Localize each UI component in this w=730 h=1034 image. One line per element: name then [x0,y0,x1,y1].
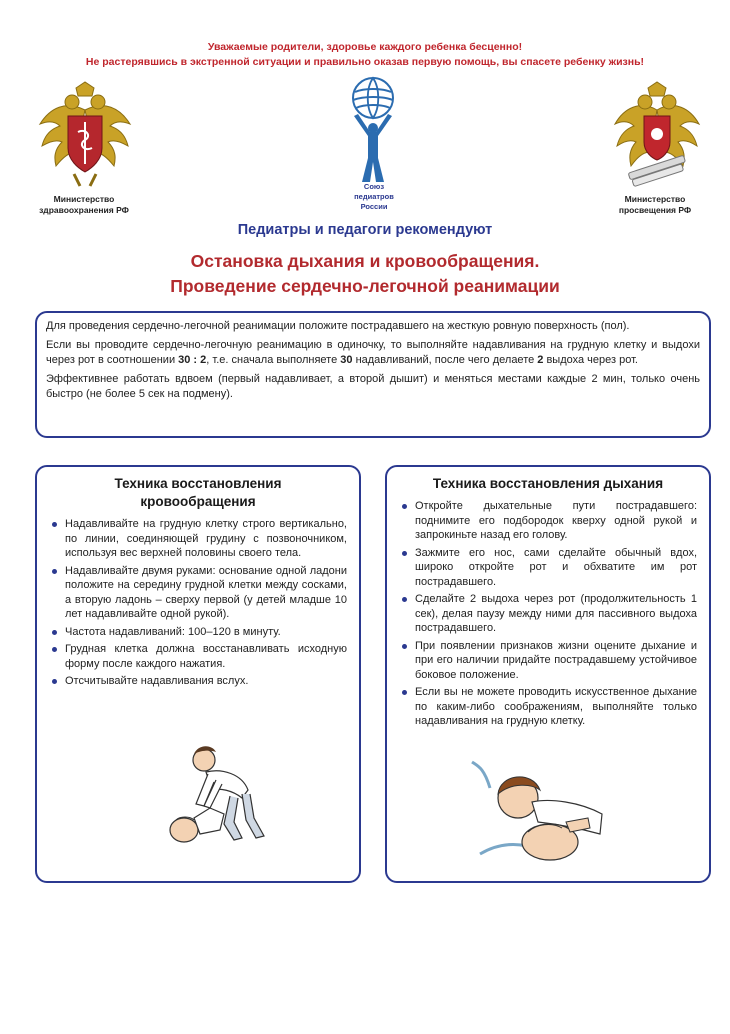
intro-p2-mid: , т.е. сначала выполняете [206,354,341,366]
circulation-list [37,517,359,689]
intro-paragraph-1: Для проведения сердечно-легочной реанимации положите пострадавшего на жесткую ровную поверхность (пол). [46,320,630,332]
union-line3: России [360,202,388,211]
ministry-education-line1: Министерство [624,194,686,204]
ministry-health-label [26,194,142,216]
circulation-title [45,475,351,511]
ministry-health-line2: здравоохранения РФ [39,205,129,215]
circulation-title-line2: кровообращения [140,494,256,509]
list-item: Если вы не можете проводить искусственное дыхание по каким-либо соображениям, выполняйте только надавливания на грудную клетку. [401,685,697,729]
list-item: Надавливайте на грудную клетку строго вертикально, по линии, соединяющей грудину с позвоночником, используя вес верхней половины своего тела. [51,517,347,561]
intro-p2-start: Если вы проводите сердечно-легочную реанимацию в одиночку, то выполняйте надавливания на грудную клетку и выдохи через рот в соотношении [46,339,700,366]
list-item: Надавливайте двумя руками: основание одной ладони положите на середину грудной клетки между сосками, а вторую ладонь – сверху первой (у детей младше 10 лет надавливайте одной рукой). [51,564,347,622]
intro-breaths-count: 2 [537,354,544,366]
intro-paragraph-3: Эффективнее работать вдвоем (первый надавливает, а второй дышит) и меняться местами каждые 2 мин, только очень быстро (не более 5 сек на подмену). [46,373,700,400]
list-item: Сделайте 2 выдоха через рот (продолжительность 1 сек), делая паузу между ними для пассивного выдоха пострадавшего. [401,592,697,636]
intro-ratio: 30 : 2 [178,354,207,366]
breathing-title: Техника восстановления дыхания [432,476,664,491]
list-item: Зажмите его нос, сами сделайте обычный вдох, широко откройте рот и обхватите им рот пострадавшего. [401,546,697,590]
union-pediatricians-label [334,182,414,212]
ministry-health-line1: Министерство [53,194,115,204]
main-title-line1: Остановка дыхания и кровообращения. [190,251,540,271]
ministry-education-emblem-icon [612,80,702,188]
union-line2: педиатров [354,192,394,201]
rescue-breathing-illustration-icon [470,758,620,868]
circulation-title-line1: Техника восстановления [114,476,282,491]
union-pediatricians-logo-icon [346,74,400,186]
ministry-health-emblem-icon [36,80,134,188]
list-item: Грудная клетка должна восстанавливать исходную форму после каждого нажатия. [51,642,347,671]
intro-p2-end: выдоха через рот. [543,354,638,366]
intro-box [35,311,711,438]
parents-message-line2: Не растерявшись в экстренной ситуации и правильно оказав первую помощь, вы спасете ребенку жизнь! [85,56,645,68]
recommend-heading: Педиатры и педагоги рекомендуют [237,222,493,238]
list-item: Частота надавливаний: 100–120 в минуту. [51,625,347,640]
breathing-list [387,499,709,729]
ministry-education-label [600,194,710,216]
parents-message-line1: Уважаемые родители, здоровье каждого ребенка бесценно! [207,41,523,53]
ministry-education-line2: просвещения РФ [618,205,692,215]
main-title-line2: Проведение сердечно-легочной реанимации [170,276,560,296]
intro-paragraph-2 [46,338,700,368]
list-item: Отсчитывайте надавливания вслух. [51,674,347,689]
list-item: При появлении признаков жизни оцените дыхание и при его наличии придайте пострадавшему устойчивое боковое положение. [401,639,697,683]
chest-compression-illustration-icon [150,738,266,848]
intro-compressions-count: 30 [340,354,353,366]
list-item: Откройте дыхательные пути пострадавшего: поднимите его подбородок кверху одной рукой и запрокиньте назад его голову. [401,499,697,543]
intro-p2-mid2: надавливаний, после чего делаете [352,354,538,366]
union-line1: Союз [363,182,385,191]
